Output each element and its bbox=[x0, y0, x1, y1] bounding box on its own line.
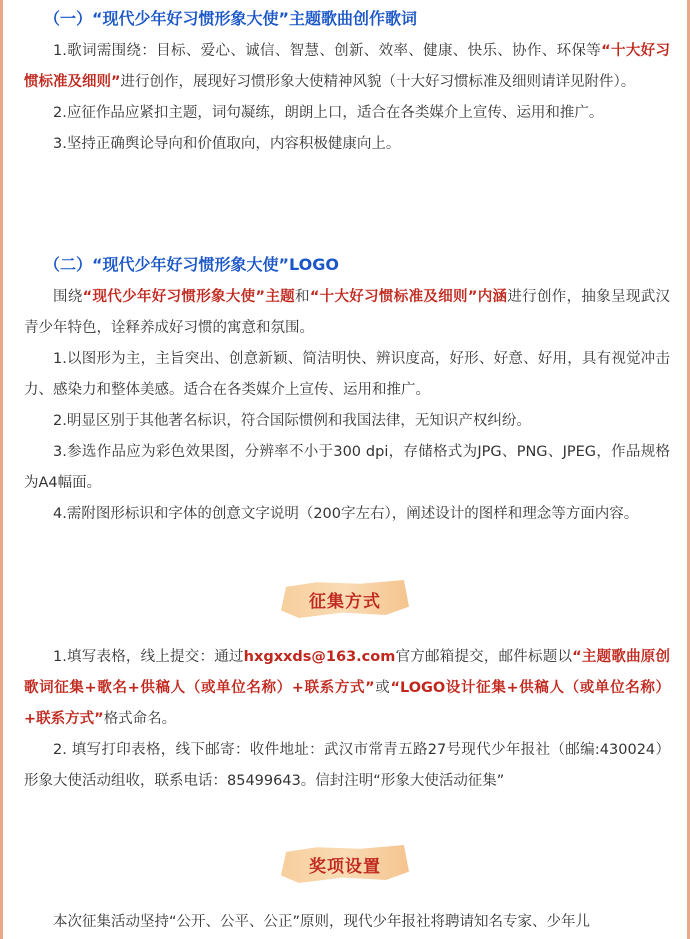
awards-banner bbox=[281, 845, 409, 883]
text-run: 或 bbox=[374, 680, 391, 696]
section-1-body bbox=[24, 36, 670, 160]
highlight-text: “现代少年好习惯形象大使”主题 bbox=[82, 289, 295, 305]
text-run: 进行创作，展现好习惯形象大使精神风貌（十大好习惯标准及细则请详见附件）。 bbox=[120, 74, 636, 90]
text-run: 进行创作，抽象呈现武汉青少年特色，诠释养成好习惯的寓意和氛围。 bbox=[24, 289, 671, 336]
highlight-text: “十大好习惯标准及细则”内涵 bbox=[309, 289, 508, 305]
highlight-text: “十大好习惯标准及细则” bbox=[24, 43, 670, 90]
section-2-paragraph-4: 4.需附图形标识和字体的创意文字说明（200字左右），阐述设计的图样和理念等方面内容。 bbox=[53, 506, 639, 522]
section-2-paragraph-1: 1.以图形为主，主旨突出、创意新颖、简洁明快、辨识度高，好形、好意、好用，具有视觉冲击力、感染力和整体美感。适合在各类媒介上宣传、运用和推广。 bbox=[24, 351, 670, 398]
collection-paragraph-1 bbox=[24, 642, 670, 735]
text-run: 官方邮箱提交，邮件标题以 bbox=[395, 649, 573, 665]
text-run: 围绕 bbox=[53, 289, 83, 305]
banner-label: 征集方式 bbox=[309, 591, 381, 612]
awards-body bbox=[24, 907, 670, 938]
text-run: 1.填写表格，线上提交：通过 bbox=[53, 649, 244, 665]
highlight-text: “主题歌曲原创歌词征集+歌名+供稿人（或单位名称）+联系方式” bbox=[24, 649, 670, 696]
collection-paragraph-2: 2. 填写打印表格，线下邮寄：收件地址：武汉市常青五路27号现代少年报社（邮编:430024） 形象大使活动组收，联系电话：85499643。信封注明“形象大使活动征集” bbox=[24, 742, 670, 789]
text-run: 和 bbox=[294, 289, 310, 305]
section-2-body bbox=[24, 282, 670, 530]
text-run: 1.歌词需围绕：目标、爱心、诚信、智慧、创新、效率、健康、快乐、协作、环保等 bbox=[53, 43, 602, 59]
section-2-title: （二）“现代少年好习惯形象大使”LOGO bbox=[44, 255, 339, 274]
section-2-paragraph-3: 3.参选作品应为彩色效果图，分辨率不小于300 dpi，存储格式为JPG、PNG、JPEG，作品规格为A4幅面。 bbox=[24, 444, 670, 491]
text-run: 格式命名。 bbox=[103, 711, 177, 727]
section-2-paragraph-2: 2.明显区别于其他著名标识，符合国际惯例和我国法律，无知识产权纠纷。 bbox=[53, 413, 531, 429]
email-link[interactable]: hxgxxds@163.com bbox=[243, 649, 396, 665]
section-1-title: （一）“现代少年好习惯形象大使”主题歌曲创作歌词 bbox=[44, 9, 418, 28]
highlight-text: “LOGO设计征集+供稿人（或单位名称）+联系方式” bbox=[24, 680, 670, 727]
collection-method-body bbox=[24, 642, 670, 797]
section-1-paragraph-2: 2.应征作品应紧扣主题，词句凝练，朗朗上口，适合在各类媒介上宣传、运用和推广。 bbox=[53, 105, 604, 121]
section-2 bbox=[24, 255, 670, 275]
section-1 bbox=[24, 9, 670, 29]
banner-label: 奖项设置 bbox=[309, 856, 381, 877]
awards-paragraph-1: 本次征集活动坚持“公开、公平、公正”原则，现代少年报社将聘请知名专家、少年儿 bbox=[53, 914, 591, 930]
collection-method-banner bbox=[281, 580, 409, 618]
section-2-intro bbox=[24, 282, 670, 344]
section-1-paragraph-1 bbox=[24, 36, 670, 98]
section-1-paragraph-3: 3.坚持正确舆论导向和价值取向，内容积极健康向上。 bbox=[53, 136, 401, 152]
